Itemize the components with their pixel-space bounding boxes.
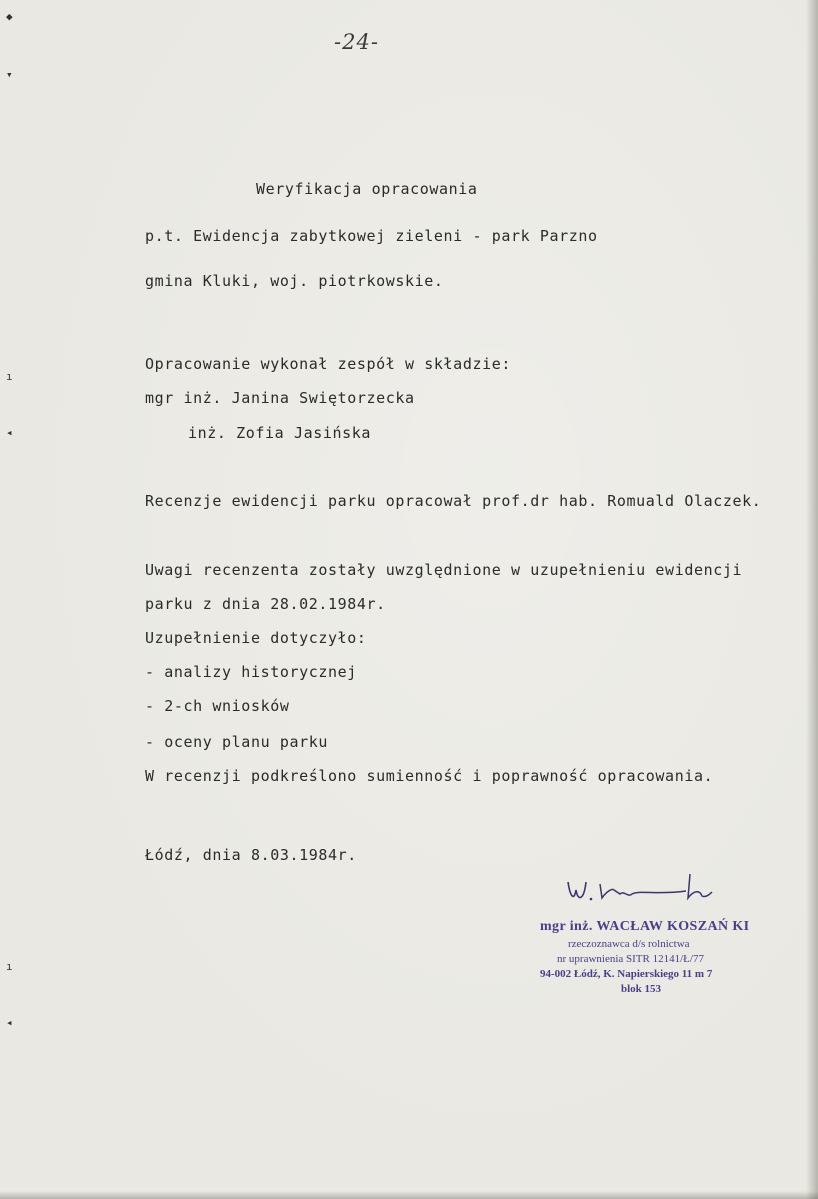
binding-mark: ı: [6, 370, 13, 383]
supplement-intro: Uzupełnienie dotyczyło:: [145, 629, 367, 647]
team-member: inż. Zofia Jasińska: [188, 424, 371, 442]
document-title: Weryfikacja opracowania: [256, 180, 478, 198]
place-date: Łódź, dnia 8.03.1984r.: [145, 846, 357, 864]
stamp-name: mgr inż. WACŁAW KOSZAŃ KI: [540, 919, 750, 934]
team-member: mgr inż. Janina Swiętorzecka: [145, 389, 415, 407]
stamp-block: blok 153: [621, 983, 662, 995]
list-item: - 2-ch wniosków: [145, 697, 290, 715]
binding-mark: ı: [6, 960, 13, 973]
conclusion: W recenzji podkreślono sumienność i poprawność opracowania.: [145, 767, 714, 785]
remarks-line: parku z dnia 28.02.1984r.: [145, 595, 386, 613]
binding-mark: ◂: [6, 1016, 13, 1029]
page-edge-shadow: [806, 0, 818, 1199]
page-bottom-shadow: [0, 1191, 818, 1199]
page-number: -24-: [334, 30, 379, 54]
review-line: Recenzje ewidencji parku opracował prof.dr hab. Romuald Olaczek.: [145, 492, 762, 510]
binding-mark: ◂: [6, 426, 13, 439]
stamp-address: 94-002 Łódź, K. Napierskiego 11 m 7: [540, 968, 713, 980]
subject-line: gmina Kluki, woj. piotrkowskie.: [145, 272, 444, 290]
remarks-line: Uwagi recenzenta zostały uwzględnione w uzupełnieniu ewidencji: [145, 561, 743, 579]
stamp-role: rzeczoznawca d/s rolnictwa: [568, 938, 690, 950]
subject-line: p.t. Ewidencja zabytkowej zieleni - park Parzno: [145, 227, 598, 245]
signature: [562, 868, 722, 918]
team-intro: Opracowanie wykonał zespół w składzie:: [145, 355, 511, 373]
list-item: - oceny planu parku: [145, 733, 328, 751]
binding-mark: ▾: [6, 68, 13, 81]
list-item: - analizy historycznej: [145, 663, 357, 681]
stamp-license: nr uprawnienia SITR 12141/Ł/77: [557, 953, 704, 965]
binding-mark: ◆: [6, 10, 13, 23]
